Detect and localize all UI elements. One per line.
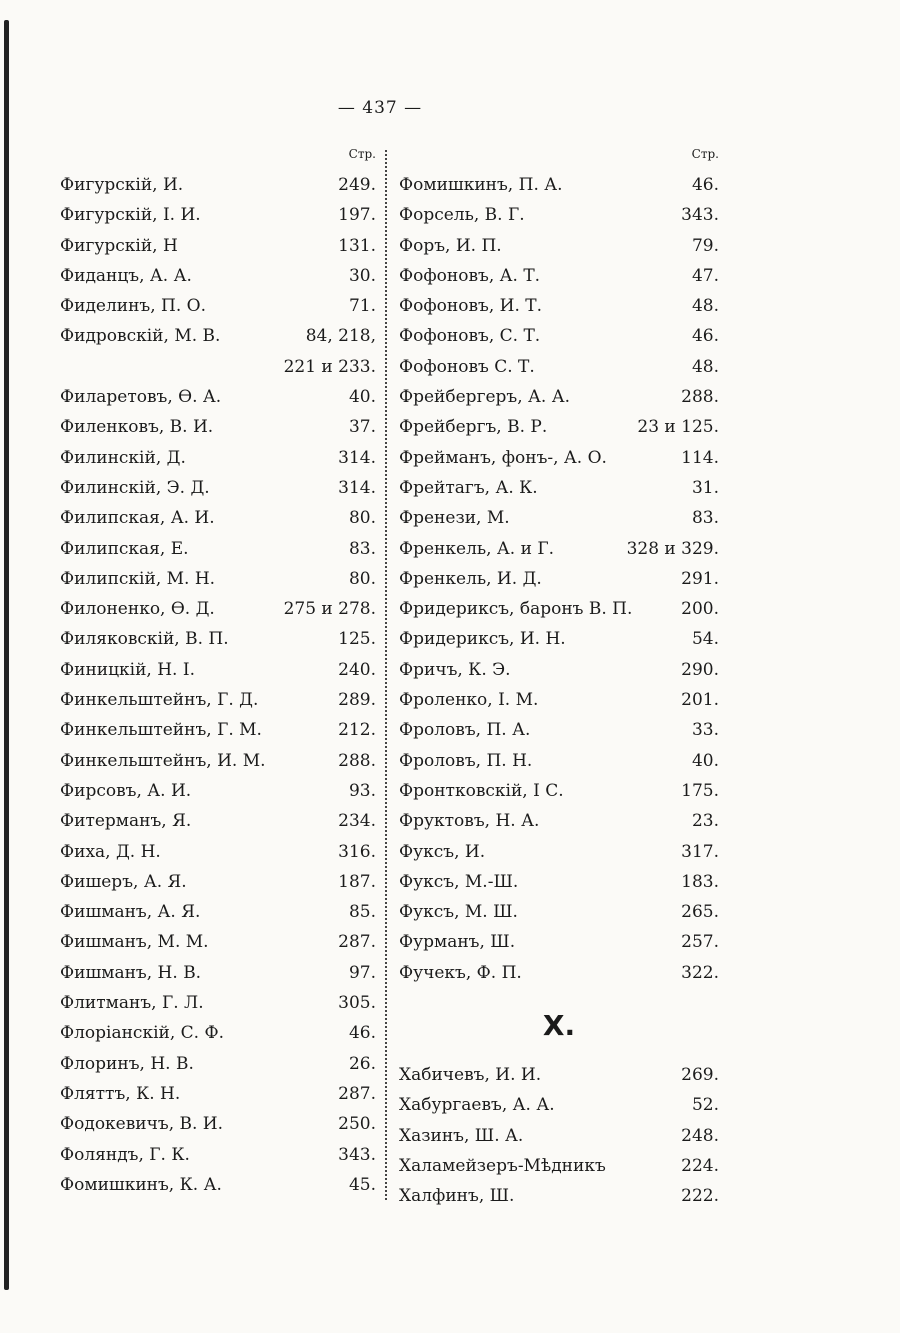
entry-page: 46. bbox=[691, 326, 719, 347]
index-entry bbox=[60, 776, 376, 806]
entry-page: 201. bbox=[681, 690, 719, 711]
entry-page: 234. bbox=[338, 811, 376, 832]
entry-name: Фиха, Д. Н. bbox=[60, 841, 161, 862]
index-entry bbox=[399, 1151, 719, 1181]
entry-leader bbox=[522, 958, 681, 988]
entry-page: 46. bbox=[348, 1023, 376, 1044]
index-entry bbox=[399, 594, 719, 624]
entry-name: Форсель, В. Г. bbox=[399, 205, 525, 226]
entry-leader bbox=[525, 200, 682, 230]
entry-name: Халфинъ, Ш. bbox=[399, 1186, 515, 1207]
entry-leader bbox=[221, 382, 349, 412]
entry-page: 221 и 233. bbox=[283, 356, 376, 377]
entry-page: 48. bbox=[691, 356, 719, 377]
entry-page: 200. bbox=[681, 599, 719, 620]
entry-leader bbox=[183, 170, 338, 200]
index-entry bbox=[60, 443, 376, 473]
entry-name: Фуксъ, М. Ш. bbox=[399, 902, 518, 923]
entry-page: 316. bbox=[338, 841, 376, 862]
index-entry bbox=[60, 988, 376, 1018]
entry-name: Хабургаевъ, А. А. bbox=[399, 1095, 555, 1116]
entry-page: 290. bbox=[681, 659, 719, 680]
entry-leader bbox=[563, 170, 692, 200]
entry-page: 97. bbox=[348, 962, 376, 983]
entry-leader bbox=[224, 1018, 349, 1048]
entry-page: 40. bbox=[691, 750, 719, 771]
entry-leader bbox=[530, 715, 692, 745]
entry-page: 314. bbox=[338, 447, 376, 468]
section-entry-list bbox=[399, 1060, 719, 1211]
index-entry bbox=[60, 382, 376, 412]
entry-name: Фишеръ, А. Я. bbox=[60, 871, 187, 892]
entry-page: 328 и 329. bbox=[626, 538, 719, 559]
left-index-column bbox=[60, 140, 376, 1200]
entry-page: 288. bbox=[338, 750, 376, 771]
entry-leader bbox=[538, 685, 681, 715]
entry-page: 197. bbox=[338, 205, 376, 226]
entry-leader bbox=[223, 1109, 338, 1139]
entry-name: Френези, М. bbox=[399, 508, 510, 529]
entry-leader bbox=[201, 958, 349, 988]
entry-leader bbox=[213, 412, 349, 442]
index-entry bbox=[60, 291, 376, 321]
index-entry bbox=[60, 655, 376, 685]
entry-page: 250. bbox=[338, 1114, 376, 1135]
entry-name: Фофоновъ, И. Т. bbox=[399, 296, 543, 317]
entry-page: 248. bbox=[681, 1125, 719, 1146]
entry-leader bbox=[187, 867, 339, 897]
index-entry bbox=[60, 1079, 376, 1109]
entry-leader bbox=[547, 412, 637, 442]
entry-page: 224. bbox=[681, 1155, 719, 1176]
index-entry bbox=[399, 927, 719, 957]
entry-page: 222. bbox=[681, 1186, 719, 1207]
index-entry bbox=[60, 594, 376, 624]
entry-leader bbox=[607, 443, 681, 473]
entry-name: Финкельштейнъ, Г. М. bbox=[60, 720, 262, 741]
entry-name: Филипская, Е. bbox=[60, 538, 189, 559]
entry-name: Хабичевъ, И. И. bbox=[399, 1065, 542, 1086]
entry-name: Фридериксъ, баронъ В. П. bbox=[399, 599, 633, 620]
entry-leader bbox=[523, 1121, 681, 1151]
entry-leader bbox=[161, 837, 338, 867]
entry-page: 71. bbox=[348, 296, 376, 317]
index-entry bbox=[399, 897, 719, 927]
entry-name: Флитманъ, Г. Л. bbox=[60, 993, 204, 1014]
index-entry bbox=[60, 958, 376, 988]
entry-leader bbox=[220, 321, 305, 351]
entry-leader bbox=[191, 806, 338, 836]
entry-name: Фроленко, І. М. bbox=[399, 690, 539, 711]
entry-name: Френкель, А. и Г. bbox=[399, 538, 555, 559]
index-entry bbox=[60, 806, 376, 836]
index-entry bbox=[60, 837, 376, 867]
index-entry bbox=[399, 503, 719, 533]
entry-name: Фигурскій, И. bbox=[60, 175, 184, 195]
index-entry bbox=[60, 685, 376, 715]
index-entry bbox=[399, 1181, 719, 1211]
index-entry bbox=[399, 534, 719, 564]
entry-leader bbox=[564, 776, 681, 806]
entry-name: Фишманъ, А. Я. bbox=[60, 902, 201, 923]
index-entry bbox=[399, 352, 719, 382]
index-entry bbox=[399, 473, 719, 503]
entry-page: 23. bbox=[691, 811, 719, 832]
index-entry bbox=[399, 321, 719, 351]
entry-leader bbox=[540, 321, 692, 351]
entry-leader bbox=[518, 897, 681, 927]
entry-leader bbox=[191, 776, 349, 806]
index-entry bbox=[60, 1109, 376, 1139]
entry-leader bbox=[262, 715, 338, 745]
entry-page: 183. bbox=[681, 871, 719, 892]
entry-leader bbox=[514, 1181, 681, 1211]
entry-name: Финкельштейнъ, И. М. bbox=[60, 750, 266, 771]
index-entry bbox=[399, 1121, 719, 1151]
entry-page: 26. bbox=[348, 1053, 376, 1074]
entry-name: Филинскій, Д. bbox=[60, 447, 186, 468]
index-entry bbox=[399, 806, 719, 836]
entry-name: Фиданцъ, А. А. bbox=[60, 265, 192, 286]
index-entry bbox=[399, 170, 719, 200]
entry-name: Хазинъ, Ш. А. bbox=[399, 1125, 524, 1146]
index-entry bbox=[60, 564, 376, 594]
entry-page: 305. bbox=[338, 993, 376, 1014]
entry-name: Филипская, А. И. bbox=[60, 508, 215, 529]
entry-page: 288. bbox=[681, 387, 719, 408]
entry-page: 84, 218, bbox=[305, 326, 376, 347]
entry-leader bbox=[485, 837, 681, 867]
entry-page: 93. bbox=[348, 780, 376, 801]
right-page-header: Стр. bbox=[691, 147, 719, 161]
entry-leader bbox=[542, 564, 681, 594]
entry-page: 40. bbox=[348, 387, 376, 408]
entry-name: Фирсовъ, А. И. bbox=[60, 780, 192, 801]
index-entry bbox=[399, 655, 719, 685]
entry-name: Филаретовъ, Ѳ. А. bbox=[60, 387, 222, 408]
entry-name: Фишманъ, Н. В. bbox=[60, 962, 202, 983]
index-entry bbox=[60, 897, 376, 927]
entry-leader bbox=[195, 655, 338, 685]
entry-page: 249. bbox=[338, 175, 376, 195]
index-entry bbox=[399, 291, 719, 321]
entry-leader bbox=[540, 261, 692, 291]
index-entry bbox=[60, 927, 376, 957]
entry-page: 175. bbox=[681, 780, 719, 801]
index-entry bbox=[60, 624, 376, 654]
index-entry bbox=[60, 200, 376, 230]
page-binding-edge bbox=[4, 20, 9, 1290]
entry-page: 47. bbox=[691, 265, 719, 286]
entry-name: Фронтковскій, І С. bbox=[399, 780, 564, 801]
index-entry bbox=[399, 624, 719, 654]
entry-page: 114. bbox=[681, 447, 719, 468]
entry-name: Фроловъ, П. А. bbox=[399, 720, 531, 741]
entry-page: 80. bbox=[348, 508, 376, 529]
entry-name: Фридериксъ, И. Н. bbox=[399, 629, 566, 650]
entry-page: 257. bbox=[681, 932, 719, 953]
entry-name: Форъ, И. П. bbox=[399, 235, 502, 256]
entry-leader bbox=[200, 897, 349, 927]
entry-page: 287. bbox=[338, 1083, 376, 1104]
entry-leader bbox=[194, 1049, 349, 1079]
entry-name: Филинскій, Э. Д. bbox=[60, 477, 210, 498]
index-entry bbox=[60, 1049, 376, 1079]
entry-leader bbox=[539, 806, 692, 836]
entry-page: 343. bbox=[338, 1144, 376, 1165]
index-entry bbox=[399, 200, 719, 230]
entry-page: 265. bbox=[681, 902, 719, 923]
entry-name: Фрейбергеръ, А. А. bbox=[399, 387, 570, 408]
index-entry bbox=[60, 1170, 376, 1200]
entry-leader bbox=[178, 231, 338, 261]
entry-name: Фляттъ, К. Н. bbox=[60, 1083, 181, 1104]
entry-name: Филенковъ, В. И. bbox=[60, 417, 214, 438]
index-entry bbox=[399, 443, 719, 473]
index-entry bbox=[60, 473, 376, 503]
entry-name: Фофоновъ С. Т. bbox=[399, 356, 535, 377]
index-entry bbox=[399, 685, 719, 715]
entry-page: 291. bbox=[681, 568, 719, 589]
entry-leader bbox=[210, 473, 338, 503]
entry-page: 287. bbox=[338, 932, 376, 953]
entry-name: Флоріанскій, С. Ф. bbox=[60, 1023, 224, 1044]
index-entry bbox=[60, 231, 376, 261]
entry-leader bbox=[192, 261, 349, 291]
entry-page: 31. bbox=[691, 477, 719, 498]
entry-name: Фомишкинъ, К. А. bbox=[60, 1174, 222, 1195]
index-entry bbox=[399, 1090, 719, 1120]
entry-name: Фоляндъ, Г. К. bbox=[60, 1144, 190, 1165]
index-entry bbox=[399, 958, 719, 988]
entry-leader bbox=[222, 1170, 349, 1200]
index-entry bbox=[60, 503, 376, 533]
index-entry bbox=[60, 1018, 376, 1048]
entry-page: 314. bbox=[338, 477, 376, 498]
entry-name: Фруктовъ, Н. А. bbox=[399, 811, 540, 832]
entry-name: Фуксъ, И. bbox=[399, 841, 486, 862]
entry-leader bbox=[215, 594, 284, 624]
index-entry bbox=[60, 867, 376, 897]
entry-name: Френкель, И. Д. bbox=[399, 568, 542, 589]
entry-name: Флоринъ, Н. В. bbox=[60, 1053, 194, 1074]
entry-page: 187. bbox=[338, 871, 376, 892]
entry-name: Филоненко, Ѳ. Д. bbox=[60, 599, 215, 620]
entry-leader bbox=[266, 746, 339, 776]
entry-page: 30. bbox=[348, 265, 376, 286]
entry-page: 322. bbox=[681, 962, 719, 983]
index-entry bbox=[399, 231, 719, 261]
index-entry bbox=[60, 321, 376, 351]
entry-name: Фодокевичъ, В. И. bbox=[60, 1114, 224, 1135]
entry-page: 48. bbox=[691, 296, 719, 317]
entry-name: Финицкій, Н. І. bbox=[60, 659, 195, 680]
section-letter-heading: X. bbox=[542, 1009, 576, 1043]
entry-name: Филипскій, М. Н. bbox=[60, 568, 216, 589]
entry-leader bbox=[542, 291, 692, 321]
entry-page: 33. bbox=[691, 720, 719, 741]
page-number: — 437 — bbox=[337, 98, 423, 118]
entry-leader bbox=[201, 200, 338, 230]
right-index-column bbox=[399, 140, 719, 1212]
column-divider bbox=[385, 150, 387, 1200]
entry-page: 80. bbox=[348, 568, 376, 589]
entry-page: 240. bbox=[338, 659, 376, 680]
entry-leader bbox=[206, 291, 349, 321]
entry-leader bbox=[570, 382, 681, 412]
left-entry-list bbox=[60, 170, 376, 1200]
entry-page: 275 и 278. bbox=[283, 599, 376, 620]
index-entry bbox=[60, 746, 376, 776]
entry-page: 343. bbox=[681, 205, 719, 226]
entry-leader bbox=[204, 988, 339, 1018]
entry-name: Фрейтагъ, А. К. bbox=[399, 477, 538, 498]
entry-page: 125. bbox=[338, 629, 376, 650]
entry-leader bbox=[541, 1060, 681, 1090]
entry-leader bbox=[532, 746, 692, 776]
entry-leader bbox=[518, 867, 681, 897]
entry-page: 289. bbox=[338, 690, 376, 711]
entry-name: Фомишкинъ, П. А. bbox=[399, 175, 563, 195]
entry-name: Филяковскій, В. П. bbox=[60, 629, 229, 650]
entry-page: 269. bbox=[681, 1065, 719, 1086]
entry-leader bbox=[515, 927, 681, 957]
index-entry bbox=[399, 746, 719, 776]
index-entry bbox=[60, 534, 376, 564]
entry-name: Халамейзеръ-Мѣдникъ bbox=[399, 1155, 606, 1176]
entry-name: Фишманъ, М. М. bbox=[60, 932, 209, 953]
index-entry bbox=[60, 1140, 376, 1170]
entry-leader bbox=[606, 1151, 681, 1181]
entry-leader bbox=[566, 624, 692, 654]
entry-page: 46. bbox=[691, 175, 719, 195]
index-entry bbox=[399, 867, 719, 897]
entry-page: 85. bbox=[348, 902, 376, 923]
entry-page: 52. bbox=[691, 1095, 719, 1116]
entry-name: Фурманъ, Ш. bbox=[399, 932, 516, 953]
entry-leader bbox=[186, 443, 338, 473]
entry-name: Фиделинъ, П. О. bbox=[60, 296, 207, 317]
entry-leader bbox=[554, 534, 627, 564]
entry-page: 23 и 125. bbox=[637, 417, 719, 438]
entry-leader bbox=[632, 594, 681, 624]
entry-page: 83. bbox=[691, 508, 719, 529]
entry-leader bbox=[190, 1140, 338, 1170]
entry-leader bbox=[180, 1079, 338, 1109]
entry-name: Фофоновъ, А. Т. bbox=[399, 265, 541, 286]
index-entry bbox=[60, 261, 376, 291]
entry-page: 54. bbox=[691, 629, 719, 650]
entry-page: 79. bbox=[691, 235, 719, 256]
index-entry bbox=[399, 412, 719, 442]
entry-page: 83. bbox=[348, 538, 376, 559]
entry-name: Фофоновъ, С. Т. bbox=[399, 326, 541, 347]
entry-page: 37. bbox=[348, 417, 376, 438]
entry-page: 131. bbox=[338, 235, 376, 256]
entry-leader bbox=[215, 503, 349, 533]
index-entry bbox=[60, 715, 376, 745]
entry-leader bbox=[535, 352, 692, 382]
entry-leader bbox=[502, 231, 692, 261]
index-entry bbox=[399, 715, 719, 745]
index-entry bbox=[60, 352, 376, 382]
entry-name: Фроловъ, П. Н. bbox=[399, 750, 533, 771]
index-entry bbox=[399, 261, 719, 291]
entry-leader bbox=[209, 927, 339, 957]
index-entry bbox=[399, 1060, 719, 1090]
entry-leader bbox=[511, 655, 682, 685]
entry-name: Финкельштейнъ, Г. Д. bbox=[60, 690, 259, 711]
entry-name: Фучекъ, Ф. П. bbox=[399, 962, 522, 983]
right-entry-list bbox=[399, 170, 719, 988]
index-entry bbox=[60, 170, 376, 200]
left-page-header: Стр. bbox=[348, 147, 376, 161]
entry-name: Фуксъ, М.-Ш. bbox=[399, 871, 519, 892]
entry-leader bbox=[258, 685, 338, 715]
entry-page: 212. bbox=[338, 720, 376, 741]
entry-leader bbox=[189, 534, 349, 564]
entry-leader bbox=[215, 564, 349, 594]
entry-name: Фидровскій, М. В. bbox=[60, 326, 221, 347]
entry-leader bbox=[538, 473, 692, 503]
index-entry bbox=[399, 776, 719, 806]
entry-leader bbox=[555, 1090, 692, 1120]
entry-name: Фигурскій, І. И. bbox=[60, 205, 201, 226]
entry-name: Фричъ, К. Э. bbox=[399, 659, 511, 680]
entry-name: Фигурскій, Н bbox=[60, 235, 178, 256]
index-entry bbox=[399, 564, 719, 594]
entry-name: Фрейманъ, фонъ-, А. О. bbox=[399, 447, 607, 468]
entry-page: 317. bbox=[681, 841, 719, 862]
entry-name: Фрейбергъ, В. Р. bbox=[399, 417, 548, 438]
index-entry bbox=[399, 837, 719, 867]
index-entry bbox=[60, 412, 376, 442]
index-entry bbox=[399, 382, 719, 412]
entry-page: 45. bbox=[348, 1174, 376, 1195]
entry-leader bbox=[510, 503, 692, 533]
entry-name: Фитерманъ, Я. bbox=[60, 811, 192, 832]
entry-leader bbox=[229, 624, 338, 654]
